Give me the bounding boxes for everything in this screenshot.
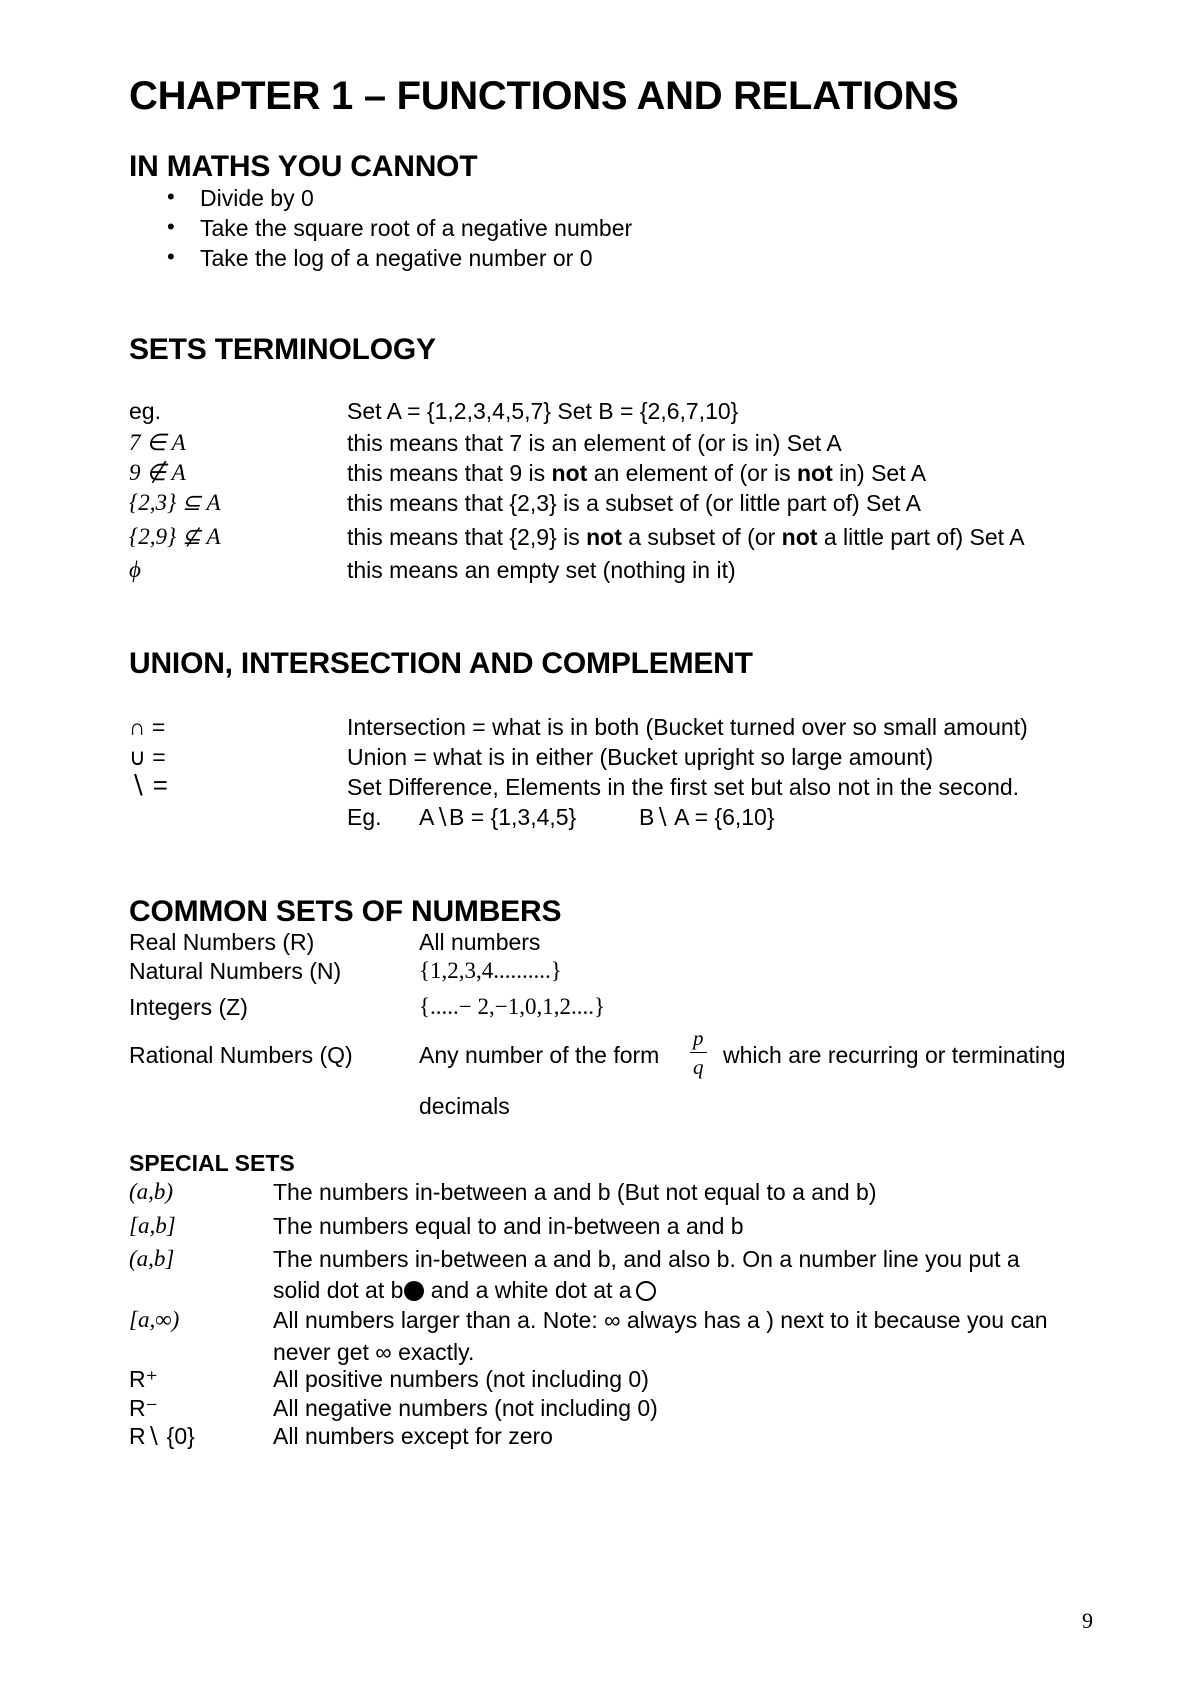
special-set-row <box>129 1395 1109 1425</box>
number-set-desc: Any number of the form <box>419 1042 660 1068</box>
interval-text: All numbers except for zero <box>273 1423 553 1449</box>
operation-row <box>129 744 1109 774</box>
number-set-desc: All numbers <box>419 929 541 955</box>
example-label: Eg. <box>347 804 382 830</box>
bold-not: not <box>796 460 833 486</box>
document-page <box>129 0 1109 1698</box>
example-row <box>129 804 1109 834</box>
white-dot-icon <box>636 1281 656 1301</box>
solid-dot-icon <box>404 1281 424 1301</box>
text-part: solid dot at b <box>273 1277 404 1303</box>
cannot-list <box>129 185 632 275</box>
operation-row <box>129 714 1109 744</box>
text-part: this means that 9 is <box>347 460 552 486</box>
terminology-row <box>129 524 1109 554</box>
term-symbol: 7 ∈ A <box>129 430 186 455</box>
interval-symbol: (a,b) <box>129 1179 174 1204</box>
special-set-row <box>129 1179 1109 1209</box>
text-part: this means that {2,9} is <box>347 524 587 550</box>
term-text: Set A = {1,2,3,4,5,7} Set B = {2,6,7,10} <box>347 398 739 424</box>
list-item: • Take the log of a negative number or 0 <box>129 245 632 275</box>
term-symbol: {2,3} ⊆ A <box>129 490 221 515</box>
interval-text: All positive numbers (not including 0) <box>273 1366 649 1392</box>
special-set-row <box>129 1213 1109 1243</box>
term-text: this means an empty set (nothing in it) <box>347 557 736 583</box>
number-set-row <box>129 958 1109 988</box>
interval-text: The numbers equal to and in-between a and b <box>273 1213 744 1239</box>
number-set-name: Integers (Z) <box>129 994 248 1020</box>
interval-symbol: R∖ {0} <box>129 1423 195 1449</box>
term-symbol: {2,9} ⊈ A <box>129 524 221 549</box>
special-set-row <box>129 1277 1109 1307</box>
term-symbol: eg. <box>129 398 161 424</box>
section-heading-common-sets: COMMON SETS OF NUMBERS <box>129 895 562 928</box>
interval-symbol: R⁺ <box>129 1366 158 1392</box>
term-text: this means that {2,3} is a subset of (or little part of) Set A <box>347 490 922 516</box>
number-set-row <box>129 1042 1109 1072</box>
text-part: in) Set A <box>832 460 927 486</box>
example-difference-b-a: B∖ A = {6,10} <box>639 804 775 830</box>
bold-not: not <box>551 460 588 486</box>
interval-symbol: (a,b] <box>129 1246 175 1271</box>
operation-text: Set Difference, Elements in the first set but also not in the second. <box>347 774 1020 800</box>
text-part: a subset of (or <box>621 524 782 550</box>
interval-symbol: R⁻ <box>129 1395 158 1421</box>
terminology-row <box>129 557 1109 587</box>
section-heading-sets-terminology: SETS TERMINOLOGY <box>129 333 436 366</box>
example-difference-a-b: A∖B = {1,3,4,5} <box>419 804 577 830</box>
number-set-name: Natural Numbers (N) <box>129 958 342 984</box>
term-symbol: 9 ∉ A <box>129 460 186 485</box>
text-part: an element of (or is <box>587 460 797 486</box>
special-set-row <box>129 1307 1109 1337</box>
fraction-denominator: q <box>693 1055 704 1079</box>
list-item: • Take the square root of a negative number <box>129 215 632 245</box>
operation-symbol: ∪ = <box>129 744 166 770</box>
text-part: a little part of) Set A <box>817 524 1025 550</box>
number-set-name: Real Numbers (R) <box>129 929 315 955</box>
number-set-name: Rational Numbers (Q) <box>129 1042 353 1068</box>
number-set-desc-cont: decimals <box>419 1093 510 1119</box>
interval-text: All numbers larger than a. Note: ∞ always has a ) next to it because you can <box>273 1307 1048 1333</box>
page-number: 9 <box>1082 1608 1093 1633</box>
operation-symbol: ∖ = <box>129 770 168 800</box>
interval-text: never get ∞ exactly. <box>273 1339 475 1365</box>
number-set-row <box>129 929 1109 959</box>
special-set-row <box>129 1423 1109 1453</box>
bold-not: not <box>781 524 818 550</box>
terminology-row <box>129 398 1109 428</box>
number-set-desc-cont: which are recurring or terminating <box>723 1042 1066 1068</box>
number-set-row <box>129 1093 1109 1123</box>
interval-text: The numbers in-between a and b, and also b. On a number line you put a <box>273 1246 1020 1272</box>
terminology-row <box>129 430 1109 460</box>
operation-text: Intersection = what is in both (Bucket turned over so small amount) <box>347 714 1028 740</box>
operation-text: Union = what is in either (Bucket upright so large amount) <box>347 744 934 770</box>
section-heading-cannot: IN MATHS YOU CANNOT <box>129 150 478 183</box>
chapter-title: CHAPTER 1 – FUNCTIONS AND RELATIONS <box>129 74 959 118</box>
number-set-desc: {.....− 2,−1,0,1,2....} <box>419 994 606 1019</box>
number-set-desc: {1,2,3,4..........} <box>419 958 562 983</box>
section-heading-union: UNION, INTERSECTION AND COMPLEMENT <box>129 647 753 680</box>
number-set-row <box>129 994 1109 1024</box>
bold-not: not <box>586 524 622 550</box>
interval-text: All negative numbers (not including 0) <box>273 1395 658 1421</box>
list-item: • Divide by 0 <box>129 185 632 215</box>
interval-text: The numbers in-between a and b (But not equal to a and b) <box>273 1179 877 1205</box>
section-heading-special-sets: SPECIAL SETS <box>129 1150 295 1176</box>
term-text: this means that 7 is an element of (or is in) Set A <box>347 430 842 456</box>
special-set-row <box>129 1339 1109 1369</box>
operation-row <box>129 770 1109 804</box>
term-text <box>347 524 1025 551</box>
text-part: and a white dot at a <box>424 1277 632 1303</box>
interval-text <box>273 1277 656 1304</box>
interval-symbol: [a,∞) <box>129 1307 180 1332</box>
special-set-row <box>129 1246 1109 1276</box>
interval-symbol: [a,b] <box>129 1213 176 1238</box>
terminology-row <box>129 490 1109 520</box>
fraction-bar <box>690 1052 707 1053</box>
terminology-row <box>129 460 1109 490</box>
operation-symbol: ∩ = <box>129 714 166 740</box>
term-text <box>347 460 926 487</box>
term-symbol: ϕ <box>129 557 141 582</box>
special-set-row <box>129 1366 1109 1396</box>
fraction-numerator: p <box>693 1026 704 1050</box>
